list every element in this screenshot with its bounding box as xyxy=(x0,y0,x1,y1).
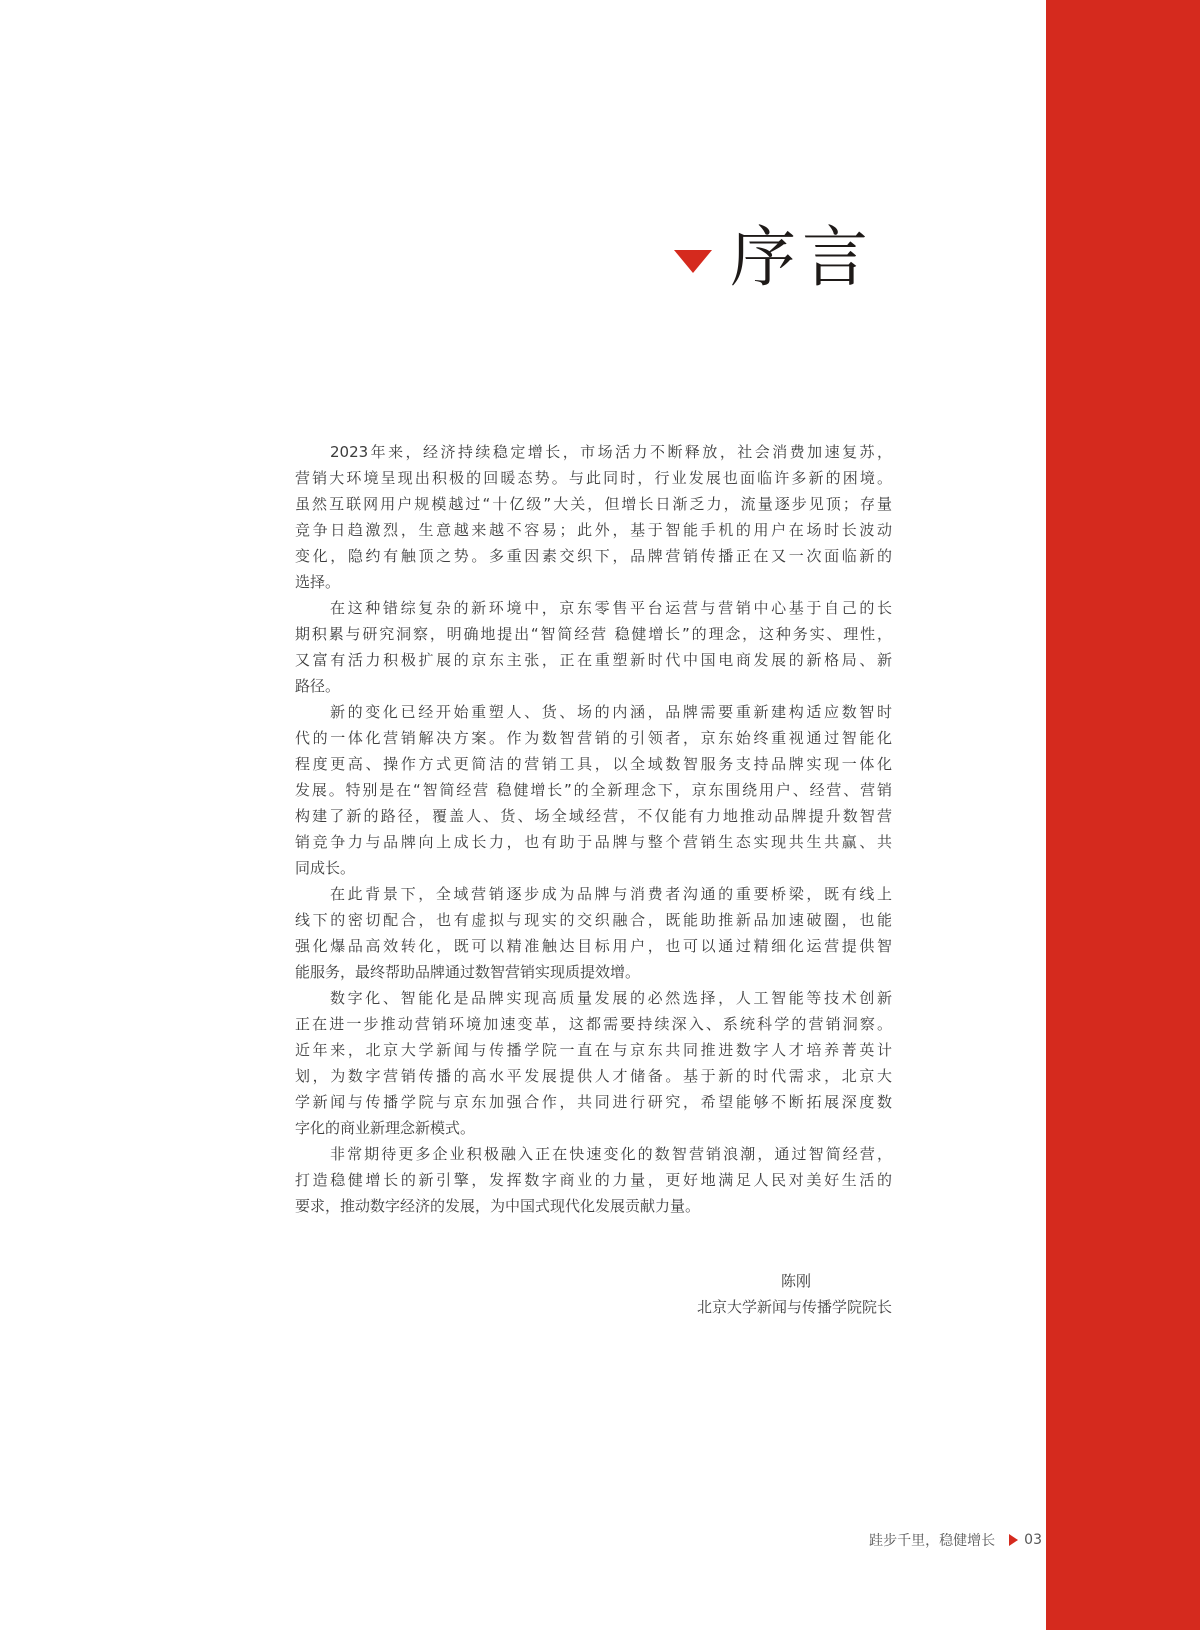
text-line: 构建了新的路径，覆盖人、货、场全域经营，不仅能有力地推动品牌提升数智营 xyxy=(295,807,892,825)
text-line: 学新闻与传播学院与京东加强合作，共同进行研究，希望能够不断拓展深度数 xyxy=(295,1093,892,1111)
text-line: 非常期待更多企业积极融入正在快速变化的数智营销浪潮，通过智简经营， xyxy=(330,1145,892,1163)
text-line: 新的变化已经开始重塑人、货、场的内涵，品牌需要重新建构适应数智时 xyxy=(330,703,892,721)
page-footer xyxy=(869,1530,1042,1550)
text-line: 近年来，北京大学新闻与传播学院一直在与京东共同推进数字人才培养菁英计 xyxy=(295,1041,892,1059)
text-line: 在此背景下，全域营销逐步成为品牌与消费者沟通的重要桥梁，既有线上 xyxy=(330,885,892,903)
text-line: 选择。 xyxy=(295,573,341,591)
triangle-down-icon xyxy=(674,250,712,273)
signature-title: 北京大学新闻与传播学院院长 xyxy=(696,1298,892,1316)
text-line: 同成长。 xyxy=(295,859,356,877)
text-line: 强化爆品高效转化，既可以精准触达目标用户，也可以通过精细化运营提供智 xyxy=(295,937,892,955)
text-line: 发展。特别是在“智简经营 稳健增长”的全新理念下，京东围绕用户、经营、营销 xyxy=(295,781,892,799)
text-line: 打造稳健增长的新引擎，发挥数字商业的力量，更好地满足人民对美好生活的 xyxy=(295,1171,892,1189)
triangle-right-icon xyxy=(1009,1534,1018,1546)
paragraph xyxy=(295,881,892,985)
text-line: 能服务，最终帮助品牌通过数智营销实现质提效增。 xyxy=(295,963,641,981)
text-line: 变化，隐约有触顶之势。多重因素交织下，品牌营销传播正在又一次面临新的 xyxy=(295,547,892,565)
text-line: 路径。 xyxy=(295,677,341,695)
red-side-band xyxy=(1046,0,1200,1630)
text-line: 数字化、智能化是品牌实现高质量发展的必然选择，人工智能等技术创新 xyxy=(330,989,892,1007)
text-line: 代的一体化营销解决方案。作为数智营销的引领者，京东始终重视通过智能化 xyxy=(295,729,892,747)
text-line: 2023年来，经济持续稳定增长，市场活力不断释放，社会消费加速复苏， xyxy=(330,443,892,461)
footer-slogan: 跬步千里，稳健增长 xyxy=(869,1533,996,1549)
paragraph xyxy=(295,699,892,881)
text-line: 在这种错综复杂的新环境中，京东零售平台运营与营销中心基于自己的长 xyxy=(330,599,892,617)
text-line: 程度更高、操作方式更简洁的营销工具，以全域数智服务支持品牌实现一体化 xyxy=(295,755,892,773)
text-line: 划，为数字营销传播的高水平发展提供人才储备。基于新的时代需求，北京大 xyxy=(295,1067,892,1085)
text-line: 销竞争力与品牌向上成长力，也有助于品牌与整个营销生态实现共生共赢、共 xyxy=(295,833,892,851)
page-number: 03 xyxy=(1024,1532,1042,1548)
paragraph xyxy=(295,595,892,699)
page-title: 序言 xyxy=(730,219,874,296)
text-line: 字化的商业新理念新模式。 xyxy=(295,1119,476,1137)
paragraph xyxy=(295,439,892,595)
text-line: 要求，推动数字经济的发展，为中国式现代化发展贡献力量。 xyxy=(295,1197,701,1215)
text-line: 又富有活力积极扩展的京东主张，正在重塑新时代中国电商发展的新格局、新 xyxy=(295,651,892,669)
text-line: 正在进一步推动营销环境加速变革，这都需要持续深入、系统科学的营销洞察。 xyxy=(295,1015,892,1033)
text-line: 竞争日趋激烈，生意越来越不容易；此外，基于智能手机的用户在场时长波动 xyxy=(295,521,892,539)
paragraph xyxy=(295,1141,892,1219)
text-line: 虽然互联网用户规模越过“十亿级”大关，但增长日渐乏力，流量逐步见顶；存量 xyxy=(295,495,892,513)
paragraph xyxy=(295,985,892,1141)
text-line: 期积累与研究洞察，明确地提出“智简经营 稳健增长”的理念，这种务实、理性， xyxy=(295,625,892,643)
signature-name: 陈刚 xyxy=(780,1272,811,1290)
text-line: 线下的密切配合，也有虚拟与现实的交织融合，既能助推新品加速破圈，也能 xyxy=(295,911,892,929)
preface-body xyxy=(295,439,892,1219)
text-line: 营销大环境呈现出积极的回暖态势。与此同时，行业发展也面临许多新的困境。 xyxy=(295,469,892,487)
